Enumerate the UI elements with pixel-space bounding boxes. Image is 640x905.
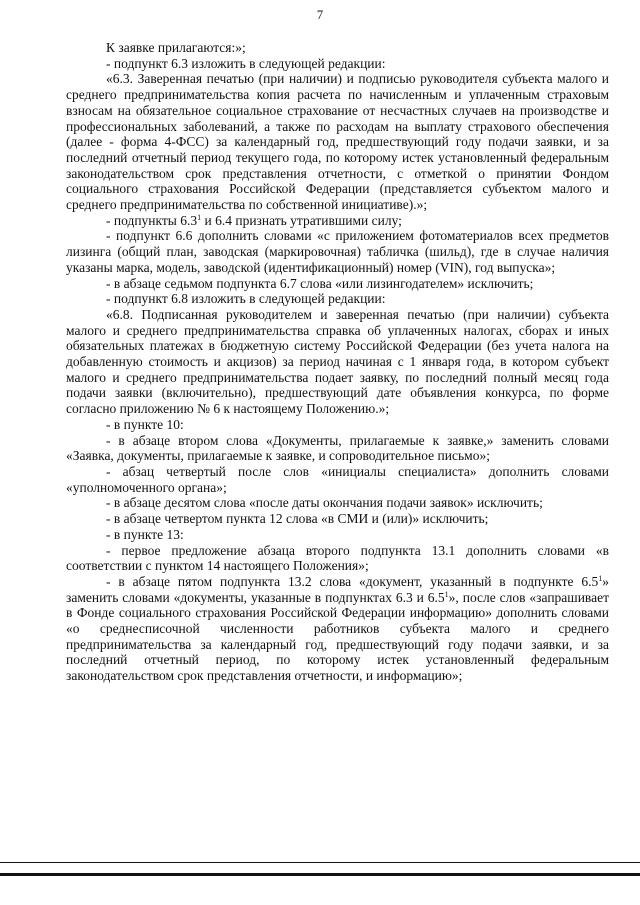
paragraph-10-fourth: - абзац четвертый после слов «инициалы специалиста» дополнить словами «уполномоченного органа»; <box>66 463 609 495</box>
paragraph-10-second: - в абзаце втором слова «Документы, прилагаемые к заявке,» заменить словами «Заявка, документы, прилагаемые к заявке, и сопроводительное письмо»; <box>66 432 609 464</box>
text-fragment: и 6.4 признать утратившими силу; <box>201 212 402 228</box>
superscript: 1 <box>197 212 202 222</box>
paragraph-6-3-text: «6.3. Заверенная печатью (при наличии) и подписью руководителя субъекта малого и среднего предпринимательства копия расчета по начисленным и уплаченным страховым взносам на обязательное социальное страхование от несчастных случаев на производстве и профессиональных заболеваний, а также по расходам на выплату страхового обеспечения (далее - форма 4-ФСС) за календарный год, предшествующий году подачи заявки, и за последний отчетный период текущего года, по которому истек установленный федеральным законодательством срок представления отчетности, с отметкой о принятии Фондом социального страхования Российской Федерации (представляется субъектом малого и среднего предпринимательства по собственной инициативе).»; <box>66 71 609 213</box>
text-fragment: - в абзаце пятом подпункта 13.2 слова «документ, указанный в подпункте 6.5 <box>106 573 599 589</box>
paragraph-point-10: - в пункте 10: <box>106 416 184 432</box>
paragraph-6-6: - подпункт 6.6 дополнить словами «с приложением фотоматериалов всех предметов лизинга (общий план, заводская (маркировочная) табличка (шильд), где в случае наличия указаны марка, модель, заводской (идентификационный) номер (VIN), год выпуска»; <box>66 228 609 275</box>
paragraph-6-8-intro: - подпункт 6.8 изложить в следующей редакции: <box>106 291 386 307</box>
footer-rule-thin <box>0 862 640 863</box>
paragraph-6-3-intro: - подпункт 6.3 изложить в следующей редакции: <box>106 55 386 71</box>
text-fragment: » заменить словами «документы, указанные в подпунктах 6.3 и 6.5 <box>66 573 609 605</box>
paragraph-point-13: - в пункте 13: <box>106 526 184 542</box>
text-fragment: - подпункты 6.3 <box>106 212 198 228</box>
footer-rule-thick <box>0 873 640 876</box>
paragraph-6-7: - в абзаце седьмом подпункта 6.7 слова «или лизингодателем» исключить; <box>106 275 534 291</box>
superscript: 1 <box>444 589 449 599</box>
document-body <box>66 40 609 684</box>
paragraph-10-tenth: - в абзаце десятом слова «после даты окончания подачи заявок» исключить; <box>106 495 543 511</box>
superscript: 1 <box>598 573 603 583</box>
paragraph-6-3-1-6-4 <box>66 213 609 229</box>
paragraph-13-1: - первое предложение абзаца второго подпункта 13.1 дополнить словами «в соответствии с пунктом 14 настоящего Положения»; <box>66 542 609 574</box>
paragraph-6-8-text: «6.8. Подписанная руководителем и заверенная печатью (при наличии) субъекта малого и среднего предпринимательства справка об уплаченных налогах, сборах и иных обязательных платежах в бюджетную систему Российской Федерации (без учета налога на добавленную стоимость и акцизов) за период начиная с 1 января года, в котором субъект малого и среднего предпринимательства подает заявку, по последний полный месяц года подачи заявки (включительно), предшествующий дате объявления конкурса, по форме согласно приложению № 6 к настоящему Положению.»; <box>66 306 609 417</box>
paragraph-13-2 <box>66 574 609 684</box>
text-fragment: », после слов «запрашивает в Фонде социального страхования Российской Федерации информацию» дополнить словами «о среднесписочной численности работников субъекта малого и среднего предпринимательства за календарный год, предшествующий году подачи заявки, и за последний отчетный период, по которому истек установленный федеральным законодательством срок представления отчетности, и информацию»; <box>66 589 609 684</box>
paragraph-12-fourth: - в абзаце четвертом пункта 12 слова «в СМИ и (или)» исключить; <box>106 511 489 527</box>
page-number: 7 <box>316 8 324 22</box>
paragraph-attachments-intro: К заявке прилагаются:»; <box>106 40 246 55</box>
